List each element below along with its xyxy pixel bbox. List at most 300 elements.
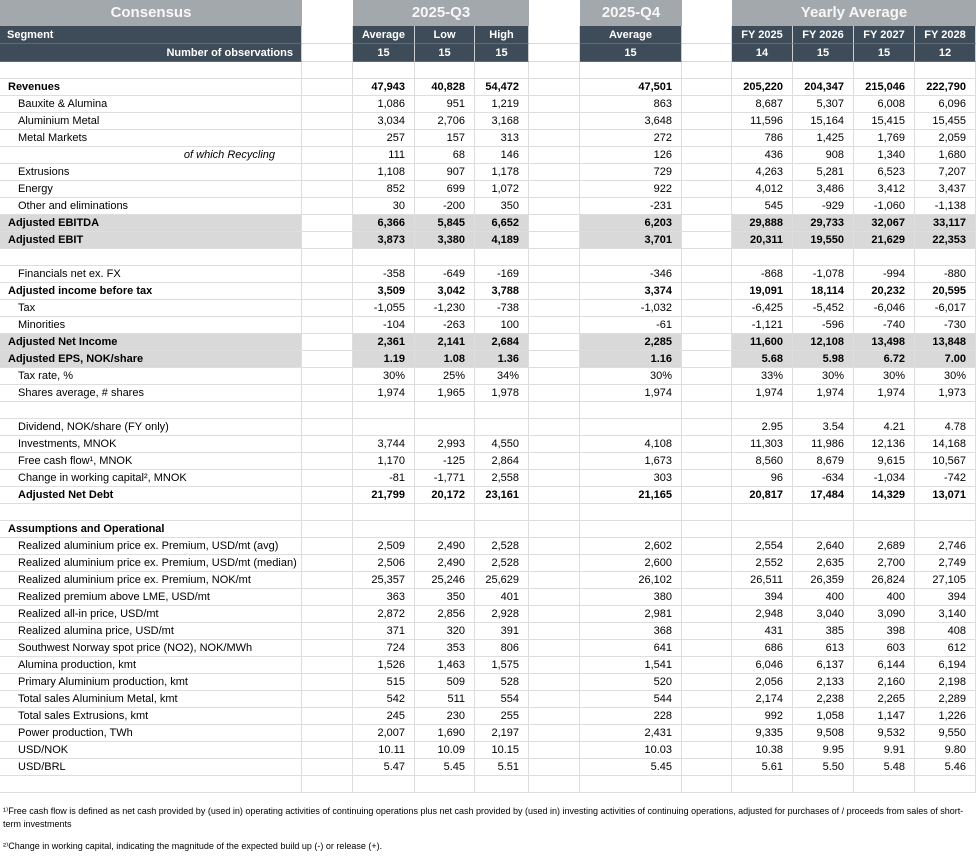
cell-fy-2026: 2,640 xyxy=(793,538,854,555)
cell-q3-average: 2,007 xyxy=(353,725,415,742)
spacer-cell xyxy=(302,674,353,691)
table-row xyxy=(0,708,977,725)
spacer-cell xyxy=(302,623,353,640)
cell-q3-average: 3,509 xyxy=(353,283,415,300)
spacer-cell xyxy=(529,453,580,470)
spacer-cell xyxy=(529,589,580,606)
cell-q3-low: 2,490 xyxy=(415,538,475,555)
cell-q3-high xyxy=(475,521,529,538)
spacer-cell xyxy=(529,368,580,385)
cell-q4-average: 1.16 xyxy=(580,351,682,368)
cell-q3-average xyxy=(353,249,415,266)
spacer-cell xyxy=(302,657,353,674)
cell-q4-average: 3,701 xyxy=(580,232,682,249)
row-label: Bauxite & Alumina xyxy=(0,96,302,113)
table-row xyxy=(0,640,977,657)
cell-fy-2028: 7,207 xyxy=(915,164,976,181)
cell-fy-2025: 33% xyxy=(732,368,793,385)
table-body xyxy=(0,62,977,793)
cell-q3-average: 371 xyxy=(353,623,415,640)
spacer-cell xyxy=(529,623,580,640)
cell-fy-2025: 10.38 xyxy=(732,742,793,759)
spacer-cell xyxy=(302,317,353,334)
table-row xyxy=(0,402,977,419)
row-label xyxy=(0,249,302,266)
cell-q3-high: 1,575 xyxy=(475,657,529,674)
cell-fy-2027: 21,629 xyxy=(854,232,915,249)
spacer-cell xyxy=(302,691,353,708)
row-label xyxy=(0,62,302,79)
cell-q3-high xyxy=(475,402,529,419)
spacer-cell xyxy=(302,96,353,113)
cell-q3-low: 20,172 xyxy=(415,487,475,504)
row-label: USD/BRL xyxy=(0,759,302,776)
cell-fy-2028: 5.46 xyxy=(915,759,976,776)
cell-fy-2025: 545 xyxy=(732,198,793,215)
spacer-cell xyxy=(302,487,353,504)
cell-q3-average: 2,506 xyxy=(353,555,415,572)
spacer-cell xyxy=(682,96,732,113)
table-row xyxy=(0,674,977,691)
cell-q3-high: 6,652 xyxy=(475,215,529,232)
cell-q3-low: 5,845 xyxy=(415,215,475,232)
cell-q3-low: 230 xyxy=(415,708,475,725)
spacer-cell xyxy=(302,640,353,657)
cell-q4-average: 863 xyxy=(580,96,682,113)
cell-q3-low: 907 xyxy=(415,164,475,181)
cell-fy-2026: 3.54 xyxy=(793,419,854,436)
obs-q3-average: 15 xyxy=(353,44,415,62)
spacer-cell xyxy=(529,606,580,623)
spacer-cell xyxy=(682,504,732,521)
cell-q4-average: 3,648 xyxy=(580,113,682,130)
spacer-cell xyxy=(302,385,353,402)
cell-fy-2026: 26,359 xyxy=(793,572,854,589)
cell-q4-average: 641 xyxy=(580,640,682,657)
cell-fy-2028: 30% xyxy=(915,368,976,385)
footnote-free-cash-flow: ¹⁾Free cash flow is defined as net cash provided by (used in) operating activities of continuing operations plus net cash provided by (used in) investing activities of continuing operations, adjusted for purchases of / proceeds from sales of short-term investments xyxy=(3,806,964,829)
spacer-cell xyxy=(682,419,732,436)
cell-q3-low: 2,993 xyxy=(415,436,475,453)
segment-label: Segment xyxy=(0,26,302,44)
spacer-cell xyxy=(682,691,732,708)
spacer-cell xyxy=(529,657,580,674)
cell-fy-2026: 5.98 xyxy=(793,351,854,368)
row-label: Realized premium above LME, USD/mt xyxy=(0,589,302,606)
spacer-cell xyxy=(302,470,353,487)
cell-q4-average: 1,541 xyxy=(580,657,682,674)
spacer-cell xyxy=(302,198,353,215)
spacer-cell xyxy=(529,62,580,79)
cell-fy-2026: 11,986 xyxy=(793,436,854,453)
cell-fy-2028: 1,973 xyxy=(915,385,976,402)
spacer-cell xyxy=(682,215,732,232)
row-label: Adjusted Net Debt xyxy=(0,487,302,504)
cell-q4-average: 544 xyxy=(580,691,682,708)
cell-q3-low: 2,856 xyxy=(415,606,475,623)
spacer-cell xyxy=(302,555,353,572)
cell-fy-2025: 436 xyxy=(732,147,793,164)
col-header-q3-high: High xyxy=(475,26,529,44)
obs-fy2025: 14 xyxy=(732,44,793,62)
spacer-cell xyxy=(302,164,353,181)
row-label: Adjusted EBITDA xyxy=(0,215,302,232)
table-row xyxy=(0,606,977,623)
cell-fy-2025: 11,600 xyxy=(732,334,793,351)
spacer-cell xyxy=(682,198,732,215)
cell-q4-average: 47,501 xyxy=(580,79,682,96)
cell-q3-low: 2,490 xyxy=(415,555,475,572)
spacer-cell xyxy=(302,504,353,521)
cell-fy-2028: 612 xyxy=(915,640,976,657)
spacer-cell xyxy=(682,113,732,130)
cell-fy-2025: 6,046 xyxy=(732,657,793,674)
col-header-q4-average: Average xyxy=(580,26,682,44)
table-row xyxy=(0,776,977,793)
spacer-cell xyxy=(529,130,580,147)
row-label: Aluminium Metal xyxy=(0,113,302,130)
cell-fy-2025: 431 xyxy=(732,623,793,640)
cell-fy-2027: 2,160 xyxy=(854,674,915,691)
cell-q3-high: 2,928 xyxy=(475,606,529,623)
cell-q3-high: 2,558 xyxy=(475,470,529,487)
cell-fy-2026 xyxy=(793,504,854,521)
cell-q3-high: 2,197 xyxy=(475,725,529,742)
cell-q3-high: 2,864 xyxy=(475,453,529,470)
cell-fy-2027: 3,412 xyxy=(854,181,915,198)
row-label xyxy=(0,504,302,521)
cell-q4-average: -61 xyxy=(580,317,682,334)
cell-q4-average: 228 xyxy=(580,708,682,725)
cell-fy-2026: 3,040 xyxy=(793,606,854,623)
cell-q3-high: 4,189 xyxy=(475,232,529,249)
table-row xyxy=(0,419,977,436)
table-row xyxy=(0,555,977,572)
row-label: of which Recycling xyxy=(0,147,302,164)
cell-fy-2028 xyxy=(915,521,976,538)
cell-q3-low: 699 xyxy=(415,181,475,198)
cell-fy-2027: 400 xyxy=(854,589,915,606)
row-label: Adjusted income before tax xyxy=(0,283,302,300)
cell-fy-2025: 20,311 xyxy=(732,232,793,249)
cell-fy-2027: -1,060 xyxy=(854,198,915,215)
spacer-cell xyxy=(529,742,580,759)
cell-q3-low: -1,230 xyxy=(415,300,475,317)
cell-fy-2025: 2,174 xyxy=(732,691,793,708)
cell-fy-2026: -5,452 xyxy=(793,300,854,317)
spacer-cell xyxy=(682,606,732,623)
cell-q4-average: 30% xyxy=(580,368,682,385)
cell-q4-average: -1,032 xyxy=(580,300,682,317)
row-label: Energy xyxy=(0,181,302,198)
spacer-cell xyxy=(682,538,732,555)
spacer-cell xyxy=(529,521,580,538)
spacer-cell xyxy=(682,385,732,402)
cell-q3-average: -1,055 xyxy=(353,300,415,317)
cell-q3-average: 1,170 xyxy=(353,453,415,470)
spacer-cell xyxy=(682,555,732,572)
row-label: Tax rate, % xyxy=(0,368,302,385)
obs-fy2026: 15 xyxy=(793,44,854,62)
cell-q3-high: 34% xyxy=(475,368,529,385)
spacer-cell xyxy=(682,249,732,266)
cell-q4-average: -346 xyxy=(580,266,682,283)
cell-fy-2025 xyxy=(732,249,793,266)
cell-fy-2027: 1,147 xyxy=(854,708,915,725)
cell-fy-2025: 19,091 xyxy=(732,283,793,300)
cell-fy-2025: 786 xyxy=(732,130,793,147)
cell-q3-low: -1,771 xyxy=(415,470,475,487)
cell-fy-2027: 1,769 xyxy=(854,130,915,147)
cell-q4-average: 368 xyxy=(580,623,682,640)
spacer-cell xyxy=(302,130,353,147)
spacer-cell xyxy=(529,334,580,351)
spacer-cell xyxy=(682,147,732,164)
obs-fy2028: 12 xyxy=(915,44,976,62)
col-header-fy2028: FY 2028 xyxy=(915,26,976,44)
obs-fy2027: 15 xyxy=(854,44,915,62)
cell-q3-high xyxy=(475,776,529,793)
table-row xyxy=(0,368,977,385)
spacer-cell xyxy=(682,334,732,351)
table-row xyxy=(0,538,977,555)
cell-fy-2025: 394 xyxy=(732,589,793,606)
spacer-cell xyxy=(302,266,353,283)
cell-fy-2028: 14,168 xyxy=(915,436,976,453)
cell-q4-average xyxy=(580,62,682,79)
cell-fy-2025: -6,425 xyxy=(732,300,793,317)
row-label: Tax xyxy=(0,300,302,317)
cell-q3-high xyxy=(475,504,529,521)
spacer-cell xyxy=(682,0,732,26)
spacer-cell xyxy=(302,776,353,793)
cell-fy-2026 xyxy=(793,62,854,79)
spacer-cell xyxy=(529,0,580,26)
spacer-cell xyxy=(302,334,353,351)
cell-q3-average: 21,799 xyxy=(353,487,415,504)
cell-q3-average: 724 xyxy=(353,640,415,657)
spacer-cell xyxy=(529,708,580,725)
cell-q3-average: 25,357 xyxy=(353,572,415,589)
cell-q4-average: 729 xyxy=(580,164,682,181)
cell-fy-2026: 385 xyxy=(793,623,854,640)
spacer-cell xyxy=(682,453,732,470)
spacer-cell xyxy=(302,538,353,555)
spacer-cell xyxy=(529,470,580,487)
cell-q4-average xyxy=(580,521,682,538)
row-label: Change in working capital², MNOK xyxy=(0,470,302,487)
cell-q3-average: 542 xyxy=(353,691,415,708)
cell-fy-2028: 222,790 xyxy=(915,79,976,96)
cell-fy-2028: 1,680 xyxy=(915,147,976,164)
row-label: Investments, MNOK xyxy=(0,436,302,453)
cell-fy-2028: 2,746 xyxy=(915,538,976,555)
cell-q3-low: 5.45 xyxy=(415,759,475,776)
cell-fy-2025: 2.95 xyxy=(732,419,793,436)
consensus-header: Consensus xyxy=(0,0,302,26)
cell-fy-2028: 2,749 xyxy=(915,555,976,572)
cell-q3-low: 350 xyxy=(415,589,475,606)
cell-q3-high: 2,528 xyxy=(475,538,529,555)
spacer-cell xyxy=(682,589,732,606)
cell-q3-low: 40,828 xyxy=(415,79,475,96)
table-row xyxy=(0,164,977,181)
cell-fy-2028: 1,226 xyxy=(915,708,976,725)
row-label: Power production, TWh xyxy=(0,725,302,742)
cell-q3-average: 5.47 xyxy=(353,759,415,776)
table-row xyxy=(0,232,977,249)
cell-q3-low: 320 xyxy=(415,623,475,640)
cell-fy-2025 xyxy=(732,521,793,538)
cell-fy-2028 xyxy=(915,402,976,419)
cell-fy-2027: 6,008 xyxy=(854,96,915,113)
cell-fy-2027: -6,046 xyxy=(854,300,915,317)
cell-q3-low xyxy=(415,402,475,419)
cell-q3-high: 806 xyxy=(475,640,529,657)
cell-fy-2025: 992 xyxy=(732,708,793,725)
spacer-cell xyxy=(302,589,353,606)
cell-fy-2027: 1,974 xyxy=(854,385,915,402)
row-label: Alumina production, kmt xyxy=(0,657,302,674)
cell-q3-average: 30% xyxy=(353,368,415,385)
spacer-cell xyxy=(529,317,580,334)
spacer-cell xyxy=(682,181,732,198)
spacer-cell xyxy=(682,470,732,487)
cell-fy-2027: 5.48 xyxy=(854,759,915,776)
cell-fy-2027 xyxy=(854,504,915,521)
cell-fy-2025: 2,056 xyxy=(732,674,793,691)
cell-q3-average: 257 xyxy=(353,130,415,147)
row-label: Financials net ex. FX xyxy=(0,266,302,283)
yearly-average-header: Yearly Average xyxy=(732,0,976,26)
cell-q3-high: 401 xyxy=(475,589,529,606)
cell-q3-high: 255 xyxy=(475,708,529,725)
spacer-cell xyxy=(302,351,353,368)
spacer-cell xyxy=(302,436,353,453)
cell-fy-2028: 22,353 xyxy=(915,232,976,249)
cell-q4-average: 10.03 xyxy=(580,742,682,759)
spacer-cell xyxy=(682,368,732,385)
cell-fy-2027 xyxy=(854,402,915,419)
row-label: Free cash flow¹, MNOK xyxy=(0,453,302,470)
cell-fy-2025: 11,303 xyxy=(732,436,793,453)
table-row xyxy=(0,725,977,742)
table-row xyxy=(0,317,977,334)
spacer-cell xyxy=(302,44,353,62)
cell-fy-2027: 6,144 xyxy=(854,657,915,674)
cell-fy-2025: 8,560 xyxy=(732,453,793,470)
spacer-cell xyxy=(529,198,580,215)
cell-fy-2025 xyxy=(732,504,793,521)
spacer-cell xyxy=(302,368,353,385)
cell-q3-average: -104 xyxy=(353,317,415,334)
spacer-cell xyxy=(302,0,353,26)
cell-fy-2028: 394 xyxy=(915,589,976,606)
cell-q4-average xyxy=(580,776,682,793)
cell-fy-2025: 9,335 xyxy=(732,725,793,742)
table-row xyxy=(0,283,977,300)
cell-fy-2028: 13,071 xyxy=(915,487,976,504)
cell-fy-2027: 1,340 xyxy=(854,147,915,164)
cell-fy-2026: 15,164 xyxy=(793,113,854,130)
cell-q3-average: 1,086 xyxy=(353,96,415,113)
cell-fy-2028: 15,455 xyxy=(915,113,976,130)
cell-q3-high: 10.15 xyxy=(475,742,529,759)
spacer-cell xyxy=(529,164,580,181)
cell-fy-2025: 29,888 xyxy=(732,215,793,232)
cell-q3-average: 10.11 xyxy=(353,742,415,759)
row-label xyxy=(0,776,302,793)
cell-q3-low: 1.08 xyxy=(415,351,475,368)
cell-fy-2028: 2,289 xyxy=(915,691,976,708)
cell-q4-average: 1,673 xyxy=(580,453,682,470)
spacer-cell xyxy=(682,300,732,317)
cell-fy-2025: -1,121 xyxy=(732,317,793,334)
cell-fy-2027: 9,615 xyxy=(854,453,915,470)
cell-q3-high xyxy=(475,419,529,436)
cell-q3-low xyxy=(415,62,475,79)
spacer-cell xyxy=(682,62,732,79)
spacer-cell xyxy=(529,232,580,249)
cell-fy-2026: -1,078 xyxy=(793,266,854,283)
cell-q3-high: 3,168 xyxy=(475,113,529,130)
cell-q3-average: 1,108 xyxy=(353,164,415,181)
spacer-cell xyxy=(529,640,580,657)
table-row xyxy=(0,351,977,368)
cell-q4-average: 272 xyxy=(580,130,682,147)
spacer-cell xyxy=(302,79,353,96)
table-row xyxy=(0,198,977,215)
cell-fy-2028: -742 xyxy=(915,470,976,487)
table-row xyxy=(0,487,977,504)
cell-fy-2028: 33,117 xyxy=(915,215,976,232)
cell-fy-2025: 205,220 xyxy=(732,79,793,96)
cell-fy-2026: 6,137 xyxy=(793,657,854,674)
spacer-cell xyxy=(529,147,580,164)
cell-q3-average: -358 xyxy=(353,266,415,283)
spacer-cell xyxy=(682,623,732,640)
row-label: Shares average, # shares xyxy=(0,385,302,402)
cell-fy-2027: -740 xyxy=(854,317,915,334)
cell-q3-high: 3,788 xyxy=(475,283,529,300)
cell-q3-high: 2,684 xyxy=(475,334,529,351)
cell-q3-low: -125 xyxy=(415,453,475,470)
cell-q3-low xyxy=(415,776,475,793)
cell-q3-low: 2,706 xyxy=(415,113,475,130)
cell-q3-average: 1,974 xyxy=(353,385,415,402)
cell-q3-low xyxy=(415,521,475,538)
spacer-cell xyxy=(529,249,580,266)
cell-q3-high: 23,161 xyxy=(475,487,529,504)
spacer-cell xyxy=(529,759,580,776)
cell-fy-2026: 8,679 xyxy=(793,453,854,470)
cell-fy-2025: 2,948 xyxy=(732,606,793,623)
cell-q3-average: 47,943 xyxy=(353,79,415,96)
cell-fy-2028: 2,059 xyxy=(915,130,976,147)
cell-fy-2027: -1,034 xyxy=(854,470,915,487)
cell-fy-2026: 19,550 xyxy=(793,232,854,249)
obs-q3-high: 15 xyxy=(475,44,529,62)
table-row xyxy=(0,249,977,266)
spacer-cell xyxy=(529,572,580,589)
cell-q3-high: 313 xyxy=(475,130,529,147)
cell-fy-2028: 408 xyxy=(915,623,976,640)
cell-q3-high: 100 xyxy=(475,317,529,334)
cell-fy-2025: 8,687 xyxy=(732,96,793,113)
row-label: Realized all-in price, USD/mt xyxy=(0,606,302,623)
cell-q3-high: 1,072 xyxy=(475,181,529,198)
spacer-cell xyxy=(682,742,732,759)
